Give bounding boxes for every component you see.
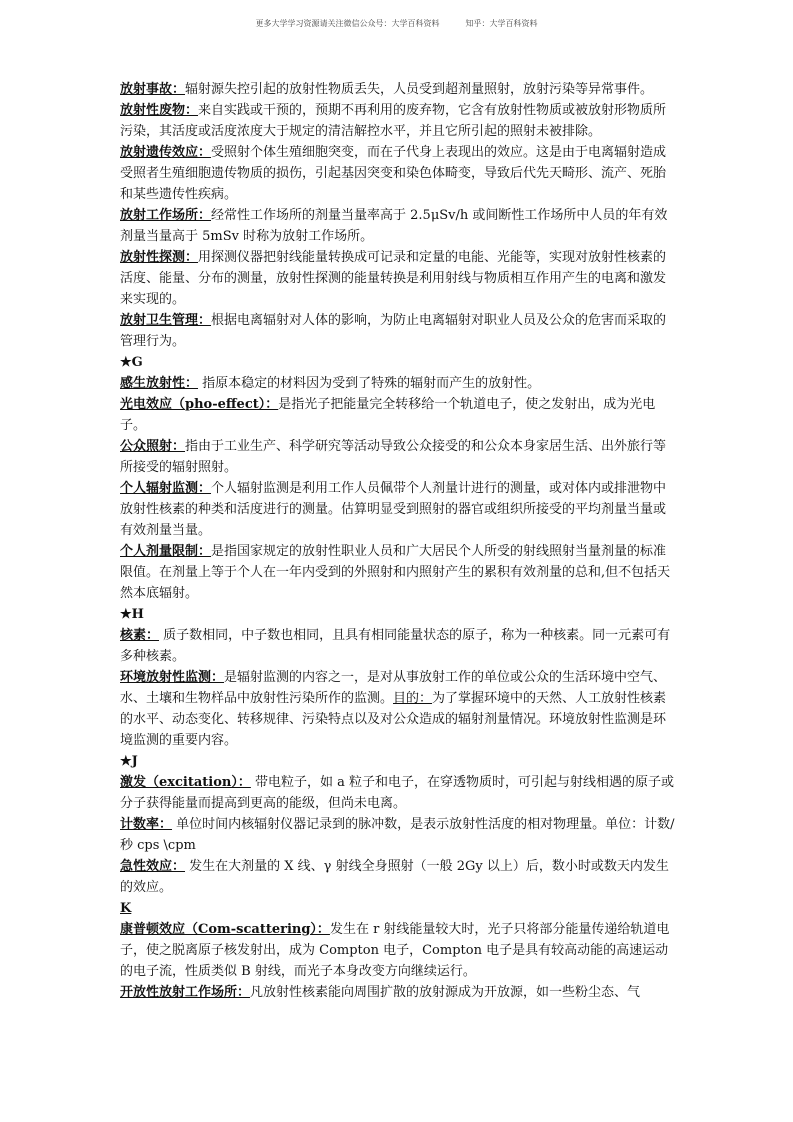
definition-text: 是指光子把能量完全转移给一个轨道电子，使之发射出，成为光电子。 (120, 397, 656, 433)
definition-text: 来自实践或干预的，预期不再利用的废弃物，它含有放射性物质或被放射形物质所污染，其活度或活度浓度大于规定的清洁解控水平，并且它所引起的照射未被排除。 (120, 103, 667, 139)
term-label: 激发（excitation）： (120, 775, 251, 790)
entry-radioactivity-detection (120, 247, 676, 310)
term-label: 放射卫生管理： (120, 313, 212, 328)
definition-text: 发生在大剂量的 X 线、γ 射线全身照射（一般 2Gy 以上）后，数小时或数天内发生的效应。 (120, 859, 669, 895)
entry-induced-radioactivity (120, 373, 676, 394)
entry-public-exposure (120, 436, 676, 478)
entry-radiation-health-management (120, 310, 676, 352)
definition-text: 根据电离辐射对人体的影响，为防止电离辐射对职业人员及公众的危害而采取的管理行为。 (120, 313, 667, 349)
definition-text: 带电粒子，如 a 粒子和电子，在穿透物质时，可引起与射线相遇的原子或分子获得能量而提高到更高的能级，但尚未电离。 (120, 775, 675, 811)
purpose-text: 为了掌握环境中的天然、人工放射性核素的水平、动态变化、转移规律、污染特点以及对公众造成的辐射剂量情况。环境放射性监测是环境监测的重要内容。 (120, 691, 667, 748)
definition-text: 辐射源失控引起的放射性物质丢失，人员受到超剂量照射，放射污染等异常事件。 (185, 82, 654, 97)
entry-environmental-monitoring (120, 667, 676, 751)
section-heading-j: ★J (120, 754, 138, 769)
entry-personal-dose-limit (120, 541, 676, 604)
term-label: 个人剂量限制： (120, 544, 212, 559)
definition-text: 受照射个体生殖细胞突变，而在子代身上表现出的效应。这是由于电离辐射造成受照者生殖细胞遗传物质的损伤，引起基因突变和染色体畸变，导致后代先天畸形、流产、死胎和某些遗传性疾病。 (120, 145, 667, 202)
document-body (120, 79, 676, 1003)
definition-text: 单位时间内核辐射仪器记录到的脉冲数，是表示放射性活度的相对物理量。单位：计数/秒 cps \cpm (120, 817, 675, 853)
term-label: 急性效应： (120, 859, 186, 874)
term-label: 放射性探测： (120, 250, 199, 265)
entry-excitation (120, 772, 676, 814)
entry-genetic-effect (120, 142, 676, 205)
header-left-text: 更多大学学习资源请关注微信公众号：大学百科资料 (255, 19, 440, 28)
entry-photoelectric-effect (120, 394, 676, 436)
page-header (0, 18, 793, 29)
term-label: 核素： (120, 628, 160, 643)
term-label: 放射遗传效应： (120, 145, 212, 160)
term-label: 光电效应（pho-effect）： (120, 397, 279, 412)
entry-count-rate (120, 814, 676, 856)
definition-text: 个人辐射监测是利用工作人员佩带个人剂量计进行的测量，或对体内或排泄物中放射性核素的种类和活度进行的测量。估算明显受到照射的器官或组织所接受的平均剂量当量或有效剂量当量。 (120, 481, 667, 538)
entry-radiation-workplace (120, 205, 676, 247)
purpose-label: 目的： (393, 691, 433, 706)
section-heading-k: K (120, 901, 132, 916)
entry-radiation-accident (120, 79, 676, 100)
term-label: 公众照射： (120, 439, 186, 454)
header-right-text: 知乎：大学百科资料 (465, 19, 538, 28)
term-label: 放射工作场所： (120, 208, 212, 223)
section-heading-h: ★H (120, 607, 144, 622)
entry-acute-effect (120, 856, 676, 898)
term-label: 环境放射性监测： (120, 670, 225, 685)
definition-text: 是辐射监测的内容之一，是对从事放射工作的单位或公众的生活环境中空气、水、土壤和生物样品中放射性污染所作的监测。 (120, 670, 667, 706)
term-label: 个人辐射监测： (120, 481, 212, 496)
entry-compton-effect (120, 919, 676, 982)
term-label: 感生放射性： (120, 376, 199, 391)
definition-text: 质子数相同，中子数也相同，且具有相同能量状态的原子，称为一种核素。同一元素可有多种核素。 (120, 628, 671, 664)
definition-text: 是指国家规定的放射性职业人员和广大居民个人所受的射线照射当量剂量的标准限值。在剂量上等于个人在一年内受到的外照射和内照射产生的累积有效剂量的总和,但不包括天然本底辐射。 (120, 544, 671, 601)
entry-nuclide (120, 625, 676, 667)
definition-text: 用探测仪器把射线能量转换成可记录和定量的电能、光能等，实现对放射性核素的活度、能量、分布的测量，放射性探测的能量转换是利用射线与物质相互作用产生的电离和激发来实现的。 (120, 250, 667, 307)
entry-radioactive-waste (120, 100, 676, 142)
definition-text: 凡放射性核素能向周围扩散的放射源成为开放源，如一些粉尘态、气 (250, 985, 641, 1000)
entry-open-radiation-workplace (120, 982, 676, 1003)
term-label: 放射事故： (120, 82, 186, 97)
definition-text: 指原本稳定的材料因为受到了特殊的辐射而产生的放射性。 (198, 376, 541, 391)
definition-text: 指由于工业生产、科学研究等活动导致公众接受的和公众本身家居生活、出外旅行等所接受的辐射照射。 (120, 439, 667, 475)
definition-text: 经常性工作场所的剂量当量率高于 2.5μSv/h 或间断性工作场所中人员的年有效剂量当量高于 5mSv 时称为放射工作场所。 (120, 208, 668, 244)
term-label: 康普顿效应（Com-scattering）： (120, 922, 330, 937)
definition-text: 发生在 r 射线能量较大时，光子只将部分能量传递给轨道电子，使之脱离原子核发射出，成为 Compton 电子，Compton 电子是具有较高动能的高速运动的电子流，性质类似 B 射线，而光子本身改变方向继续运行。 (120, 922, 670, 979)
section-heading-g: ★G (120, 355, 143, 370)
entry-personal-monitoring (120, 478, 676, 541)
term-label: 计数率： (120, 817, 173, 832)
term-label: 放射性废物： (120, 103, 199, 118)
term-label: 开放性放射工作场所： (120, 985, 251, 1000)
